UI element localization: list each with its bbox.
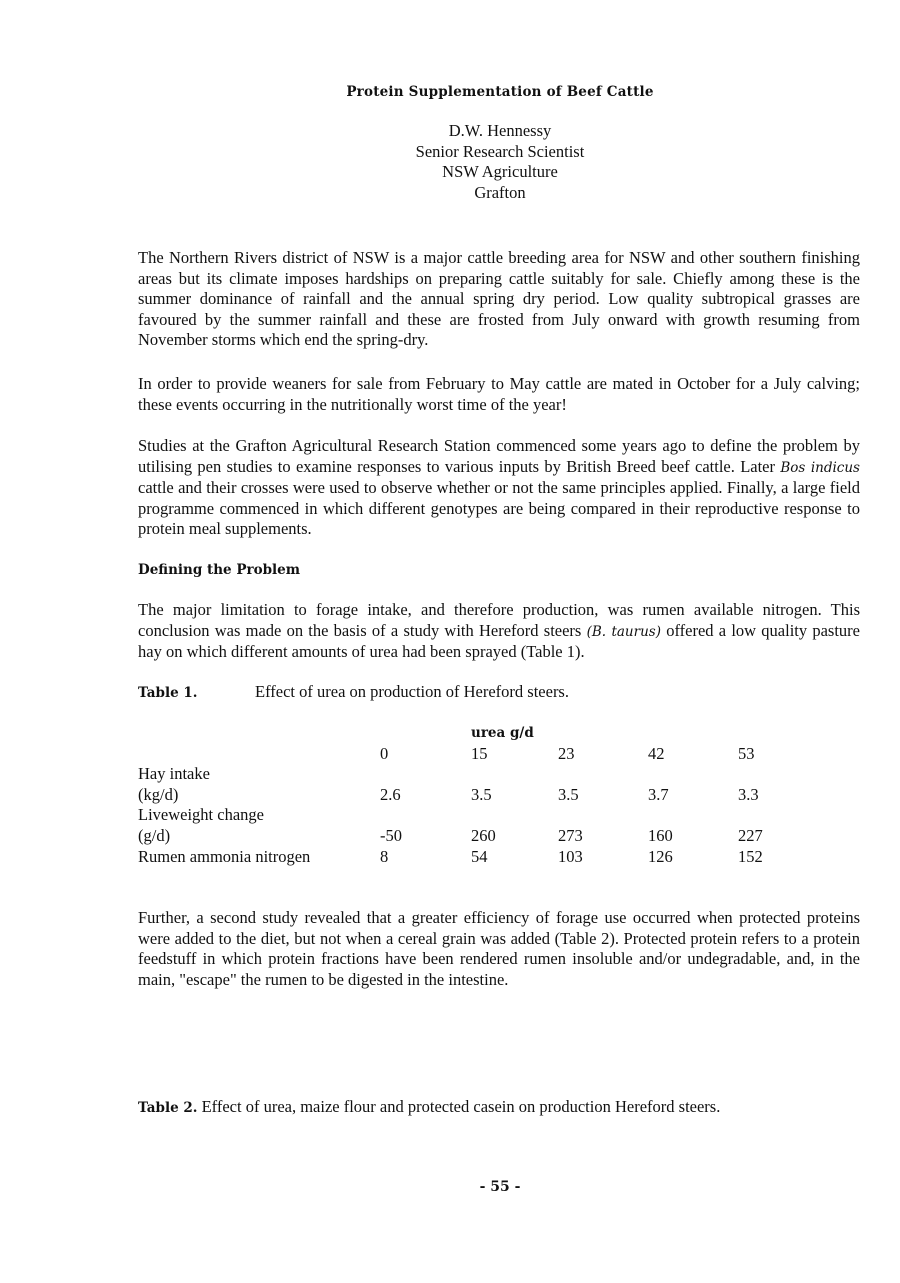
table1-cell: 260 bbox=[471, 826, 496, 845]
table1-cell: 3.7 bbox=[648, 785, 669, 804]
section-paragraph-1-start: The major limitation to forage intake, and therefore production, was rumen available nitrogen. This conclusion was made on the basis of a study with Hereford steers bbox=[138, 600, 860, 640]
table1-cell: 273 bbox=[558, 826, 583, 845]
table1-cell: 103 bbox=[558, 847, 583, 866]
section-paragraph-1 bbox=[138, 600, 860, 663]
table1-row-label: Rumen ammonia nitrogen bbox=[138, 847, 311, 866]
page-number: - 55 - bbox=[479, 1179, 521, 1195]
intro-paragraph-3-end: cattle and their crosses were used to observe whether or not the same principles applied. Finally, a large field programme commenced in which different genotypes are being compared in their reproductive response to protein meal supplements. bbox=[138, 478, 860, 538]
table1-cell: 3.3 bbox=[738, 785, 759, 804]
table1-cell: -50 bbox=[380, 826, 402, 845]
author-block bbox=[0, 121, 900, 203]
table1-cell: 3.5 bbox=[471, 785, 492, 804]
intro-paragraph-3 bbox=[138, 436, 860, 540]
table1-cell: 126 bbox=[648, 847, 673, 866]
author-organisation: NSW Agriculture bbox=[442, 162, 558, 181]
author-position: Senior Research Scientist bbox=[415, 141, 585, 161]
table1-row-label: Liveweight change bbox=[138, 805, 264, 824]
table1-column-header: 0 bbox=[380, 744, 389, 763]
table2-caption-text: Effect of urea, maize flour and protected casein on production Hereford steers. bbox=[201, 1097, 721, 1116]
table1-caption-text: Effect of urea on production of Hereford steers. bbox=[255, 682, 569, 701]
table1-row-unit: (kg/d) bbox=[138, 785, 179, 804]
author-name: D.W. Hennessy bbox=[448, 121, 552, 140]
table1-column-header: 23 bbox=[558, 744, 575, 763]
table1-label: Table 1. bbox=[138, 685, 198, 701]
section-paragraph-1-end: offered a low quality pasture hay on which different amounts of urea had been sprayed (Table 1). bbox=[138, 620, 860, 661]
table1-caption bbox=[138, 682, 569, 704]
table1-cell: 54 bbox=[471, 847, 488, 866]
intro-paragraph-1: The Northern Rivers district of NSW is a major cattle breeding area for NSW and other southern finishing areas but its climate imposes hardships on preparing cattle suitably for sale. Chiefly among these is the summer dominance of rainfall and the annual spring dry period. Low quality subtropical grasses are favoured by the summer rainfall and these are frosted from July onward with growth resuming from November storms which end the spring-dry. bbox=[138, 248, 860, 349]
table1-cell: 160 bbox=[648, 826, 673, 845]
table1-group-header: urea g/d bbox=[471, 725, 534, 741]
table1-cell: 3.5 bbox=[558, 785, 579, 804]
table1-column-header: 42 bbox=[648, 744, 665, 763]
intro-paragraph-2: In order to provide weaners for sale from February to May cattle are mated in October for a July calving; these events occurring in the nutritionally worst time of the year! bbox=[138, 374, 860, 414]
section-heading: Defining the Problem bbox=[138, 562, 301, 578]
species-b-taurus: (B. taurus) bbox=[586, 623, 661, 640]
section-paragraph-2: Further, a second study revealed that a greater efficiency of forage use occurred when protected proteins were added to the diet, but not when a cereal grain was added (Table 2). Protected protein refers to a protein feedstuff in which protein fractions have been rendered rumen insoluble and/or undegradable, and, in the main, "escape" the rumen to be digested in the intestine. bbox=[138, 908, 860, 989]
table1-column-header: 15 bbox=[471, 744, 488, 763]
table2-label: Table 2. bbox=[138, 1100, 198, 1116]
table1-cell: 227 bbox=[738, 826, 763, 845]
table1-cell: 8 bbox=[380, 847, 389, 866]
table1-column-header: 53 bbox=[738, 744, 755, 763]
species-bos-indicus: Bos indicus bbox=[780, 459, 860, 476]
table1-cell: 2.6 bbox=[380, 785, 401, 804]
table1-row-unit: (g/d) bbox=[138, 826, 171, 845]
table1-row-label: Hay intake bbox=[138, 764, 210, 783]
intro-paragraph-3-start: Studies at the Grafton Agricultural Research Station commenced some years ago to define the problem by utilising pen studies to examine responses to various inputs by British Breed beef cattle. Later bbox=[138, 436, 860, 476]
document-title: Protein Supplementation of Beef Cattle bbox=[346, 84, 654, 100]
author-location: Grafton bbox=[474, 182, 526, 202]
table1-cell: 152 bbox=[738, 847, 763, 866]
table2-caption bbox=[138, 1097, 720, 1119]
